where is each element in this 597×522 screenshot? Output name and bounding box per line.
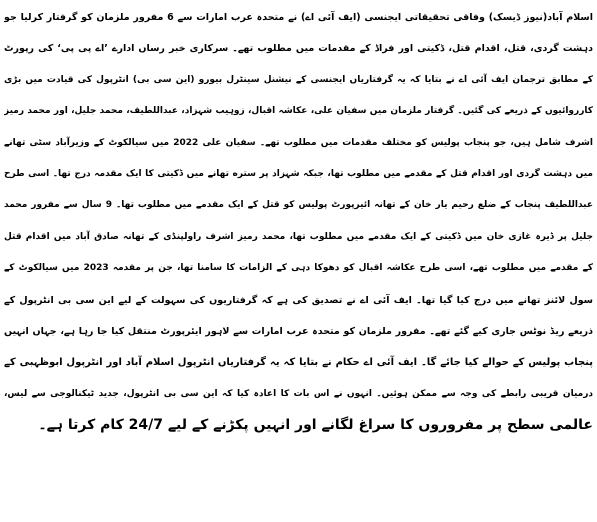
article-line: پنجاب پولیس کے حوالے کیا جائے گا۔ ایف آئی اے حکام نے بتایا کہ یہ گرفتاریاں انٹرپول اسلام آباد اور انٹرپول ابوظہبی کے [4, 357, 593, 369]
article-line: سول لائنز تھانے میں درج کیا گیا تھا۔ ایف آئی اے نے تصدیق کی ہے کہ گرفتاریوں کی سہولت کے لیے این سی بی انٹرپول کے [4, 294, 593, 306]
article-line-last: عالمی سطح پر مفروروں کا سراغ لگانے اور انہیں پکڑنے کے لیے 24/7 کام کرتا ہے۔ [38, 417, 593, 434]
article-line: عبداللطیف پنجاب کے ضلع رحیم یار خان کے تھانہ ائیرپورٹ پولیس کو قتل کے ایک مقدمے میں مطلوب تھا۔ 9 سال سے مفرور محمد [4, 200, 593, 211]
article-line: اسلام آباد(نیوز ڈیسک) وفاقی تحقیقاتی ایجنسی (ایف آئی اے) نے متحدہ عرب امارات سے 6 مفرور ملزمان کو گرفتار کرلیا جو [4, 12, 593, 23]
article-line: درمیان قریبی رابطے کی وجہ سے ممکن ہوئیں۔ انہوں نے اس بات کا اعادہ کیا کہ این سی بی انٹرپول، جدید ٹیکنالوجی سے لیس، [4, 388, 593, 399]
article-line: کے مطابق ترجمان ایف آئی اے نے بتایا کہ یہ گرفتاریاں ایجنسی کے نیشنل سینٹرل بیورو (این سی بی) انٹرپول کی قیادت میں بڑی [4, 74, 593, 85]
article-line: ذریعے ریڈ نوٹس جاری کیے گئے تھے۔ مفرور ملزمان کو متحدہ عرب امارات سے لاہور ایئرپورٹ منتقل کیا جا رہا ہے، جہاں انہیں [4, 325, 593, 337]
article-line: کے مقدمے میں مطلوب تھے، اسی طرح عکاشہ اقبال کو دھوکا دہی کے الزامات کا سامنا تھا، جن پر مقدمہ 2023 میں سیالکوٹ کے [4, 263, 593, 274]
article-line: اشرف شامل ہیں، جو پنجاب پولیس کو مختلف مقدمات میں مطلوب تھے۔ سفیان علی 2022 میں سیالکوٹ کے وزیرآباد سٹی تھانے [4, 137, 593, 148]
article-line: میں دہشت گردی اور اقدام قتل کے مقدمے میں مطلوب تھا، جبکہ شہزاد پر ستره تھانے میں ڈکیتی کا ایک مقدمہ درج تھا۔ اسی طرح [4, 168, 593, 179]
article-line: کارروائیوں کے ذریعے کی گئیں۔ گرفتار ملزمان میں سفیان علی، عکاشہ اقبال، زوہیب شہزاد، عبداللطیف، محمد جلیل، اور محمد رمیز [4, 106, 593, 117]
article-line: دہشت گردی، قتل، اقدام قتل، ڈکیتی اور فراڈ کے مقدمات میں مطلوب تھے۔ سرکاری خبر رساں ادارے ’اے پی پی‘ کی رپورٹ [4, 43, 593, 55]
article-line: جلیل پر ڈیرہ غازی خان میں ڈکیتی کے ایک مقدمے میں مطلوب تھا، محمد رمیز اشرف راولپنڈی کے تھانہ صادق آباد میں اقدام قتل [4, 231, 593, 242]
